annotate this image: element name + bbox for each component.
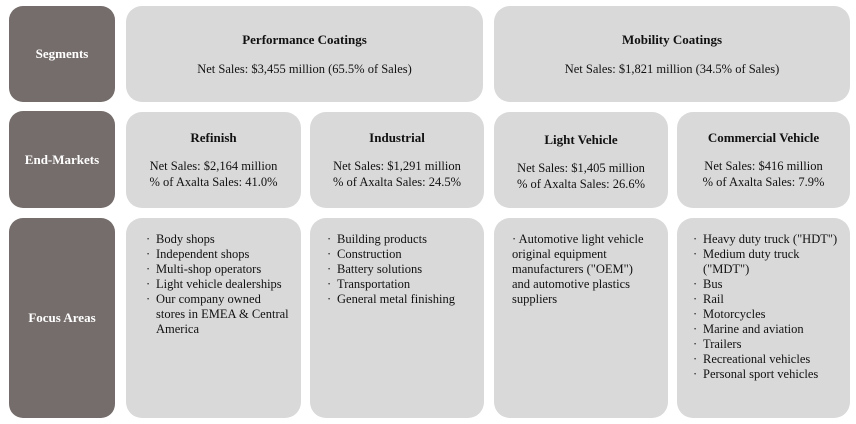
focus-list-item: · Rail — [693, 292, 846, 307]
end-market-share: % of Axalta Sales: 7.9% — [702, 175, 825, 189]
focus-list-item: · Multi-shop operators — [146, 262, 293, 277]
focus-areas-row-label — [9, 218, 115, 418]
end-market-net-sales: Net Sales: $1,405 million — [517, 161, 645, 175]
end-market-industrial — [310, 112, 484, 208]
focus-area-commercial-vehicle — [677, 218, 850, 418]
focus-list-item: · Building products — [327, 232, 476, 247]
segment-title: Performance Coatings — [242, 32, 367, 47]
segment-net-sales: Net Sales: $1,821 million (34.5% of Sales) — [564, 62, 780, 76]
focus-list — [327, 232, 476, 307]
focus-text: · Automotive light vehicle original equipment manufacturers ("OEM") and automotive plastics suppliers — [512, 232, 644, 306]
end-market-commercial-vehicle — [677, 112, 850, 208]
focus-list-item: · Construction — [327, 247, 476, 262]
end-market-share: % of Axalta Sales: 41.0% — [149, 175, 278, 189]
focus-list-item: · Transportation — [327, 277, 476, 292]
end-market-net-sales: Net Sales: $1,291 million — [333, 159, 461, 173]
segment-title: Mobility Coatings — [621, 32, 723, 47]
segments-row-label — [9, 6, 115, 102]
end-market-net-sales: Net Sales: $2,164 million — [149, 159, 278, 173]
focus-list-item: · Marine and aviation — [693, 322, 846, 337]
focus-list-item: · Our company owned stores in EMEA & Central America — [146, 292, 293, 337]
focus-area-industrial — [310, 218, 484, 418]
focus-list — [146, 232, 293, 337]
focus-list-item: · Personal sport vehicles — [693, 367, 846, 382]
end-market-light-vehicle — [494, 112, 668, 208]
focus-list-item: · Bus — [693, 277, 846, 292]
focus-list-item: · Heavy duty truck ("HDT") — [693, 232, 846, 247]
focus-area-light-vehicle — [494, 218, 668, 418]
segments-row-label-text: Segments — [35, 46, 89, 61]
focus-list-item: · Trailers — [693, 337, 846, 352]
segment-mobility-coatings — [494, 6, 850, 102]
focus-list-item: · Medium duty truck ("MDT") — [693, 247, 846, 277]
focus-list — [693, 232, 846, 382]
end-market-refinish — [126, 112, 301, 208]
end-markets-row-label-text: End-Markets — [24, 151, 100, 167]
focus-list-item: · Motorcycles — [693, 307, 846, 322]
focus-list-item: · Battery solutions — [327, 262, 476, 277]
end-market-share: % of Axalta Sales: 24.5% — [332, 175, 462, 189]
end-market-title: Refinish — [190, 130, 237, 145]
focus-list-item: · Light vehicle dealerships — [146, 277, 293, 292]
end-market-title: Commercial Vehicle — [707, 130, 820, 145]
end-market-net-sales: Net Sales: $416 million — [704, 159, 823, 173]
focus-list-item: · General metal finishing — [327, 292, 476, 307]
segment-performance-coatings — [126, 6, 483, 102]
focus-list-item: · Independent shops — [146, 247, 293, 262]
focus-list-item: · Body shops — [146, 232, 293, 247]
end-market-share: % of Axalta Sales: 26.6% — [516, 177, 646, 191]
segment-net-sales: Net Sales: $3,455 million (65.5% of Sales) — [197, 62, 412, 76]
end-market-title: Light Vehicle — [544, 132, 618, 147]
end-markets-row-label — [9, 111, 115, 208]
end-market-title: Industrial — [369, 130, 425, 145]
focus-area-refinish — [126, 218, 301, 418]
focus-list-item: · Recreational vehicles — [693, 352, 846, 367]
focus-areas-row-label-text: Focus Areas — [28, 310, 96, 325]
